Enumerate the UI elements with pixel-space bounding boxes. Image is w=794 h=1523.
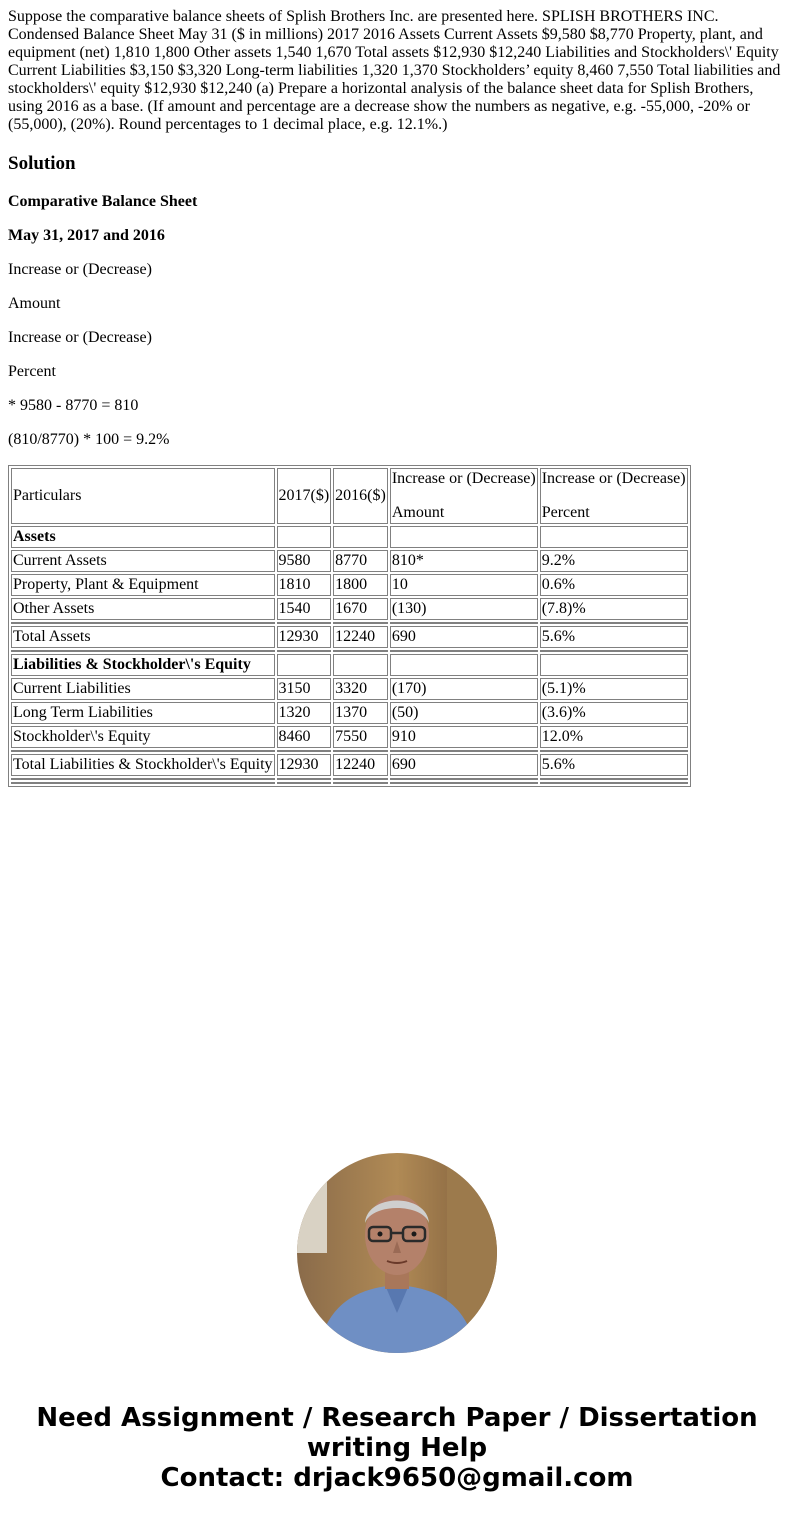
solution-heading: Solution: [8, 153, 76, 174]
table-cell: (3.6)%: [540, 702, 688, 724]
table-cell: 5.6%: [540, 626, 688, 648]
table-cell: [11, 782, 275, 784]
table-cell: [390, 654, 538, 676]
calculation-line: (810/8770) * 100 = 9.2%: [8, 431, 170, 448]
table-cell: 690: [390, 626, 538, 648]
table-cell: [277, 778, 332, 780]
footer-contact: Contact: drjack9650@gmail.com: [160, 1463, 634, 1493]
table-cell: [11, 750, 275, 752]
table-cell: Total Assets: [11, 626, 275, 648]
table-cell: 7550: [333, 726, 388, 748]
table-cell: Other Assets: [11, 598, 275, 620]
spacer-row: [11, 782, 688, 784]
table-cell: [540, 782, 688, 784]
section-row-assets: [11, 526, 688, 548]
table-cell: (5.1)%: [540, 678, 688, 700]
total-liabilities-row: [11, 754, 688, 776]
spacer-row: [11, 778, 688, 780]
table-cell: [277, 782, 332, 784]
table-cell: 12.0%: [540, 726, 688, 748]
total-assets-row: [11, 626, 688, 648]
table-cell: [333, 778, 388, 780]
table-cell: [11, 778, 275, 780]
table-cell: [390, 750, 538, 752]
table-cell: [277, 526, 332, 548]
table-cell: Current Assets: [11, 550, 275, 572]
spacer-row: [11, 750, 688, 752]
table-cell: 1810: [277, 574, 332, 596]
note-line: Percent: [8, 363, 56, 380]
note-line: Increase or (Decrease): [8, 329, 152, 346]
table-cell: [540, 750, 688, 752]
footer-banner: [0, 1403, 794, 1493]
header-percent-line2: Percent: [541, 504, 590, 521]
header-particulars: Particulars: [11, 468, 275, 524]
header-amount-line2: Amount: [391, 504, 445, 521]
note-line: Amount: [8, 295, 61, 312]
table-cell: [390, 778, 538, 780]
table-cell: 10: [390, 574, 538, 596]
section-label: Liabilities & Stockholder\'s Equity: [11, 654, 275, 676]
header-percent: [540, 468, 688, 524]
table-cell: 3320: [333, 678, 388, 700]
table-cell: [540, 622, 688, 624]
table-cell: 12240: [333, 754, 388, 776]
footer-line: writing Help: [306, 1433, 488, 1463]
header-percent-line1: Increase or (Decrease): [541, 470, 686, 487]
table-cell: Current Liabilities: [11, 678, 275, 700]
table-cell: 0.6%: [540, 574, 688, 596]
table-cell: [277, 654, 332, 676]
page-content: [8, 8, 786, 773]
horizontal-analysis-table: [8, 465, 691, 787]
table-cell: Stockholder\'s Equity: [11, 726, 275, 748]
table-cell: Long Term Liabilities: [11, 702, 275, 724]
table-cell: 910: [390, 726, 538, 748]
header-2017: 2017($): [277, 468, 332, 524]
table-cell: [333, 782, 388, 784]
table-row: [11, 726, 688, 748]
calculation-line: * 9580 - 8770 = 810: [8, 397, 139, 414]
question-text: Suppose the comparative balance sheets of Splish Brothers Inc. are presented here. SPLISH BROTHERS INC. Condensed Balance Sheet May 31 ($ in millions) 2017 2016 Assets Current Assets $9,580 $8,770 Property, plant, and equipment (net) 1,810 1,800 Other assets 1,540 1,670 Total assets $12,930 $12,240 Liabilities and Stockholders\' Equity Current Liabilities $3,150 $3,320 Long-term liabilities 1,320 1,370 Stockholders’ equity 8,460 7,550 Total liabilities and stockholders\' equity $12,930 $12,240 (a) Prepare a horizontal analysis of the balance sheet data for Splish Brothers, using 2016 as a base. (If amount and percentage are a decrease show the numbers as negative, e.g. -55,000, -20% or (55,000), (20%). Round percentages to 1 decimal place, e.g. 12.1%.): [8, 8, 781, 133]
table-cell: 3150: [277, 678, 332, 700]
table-cell: 9.2%: [540, 550, 688, 572]
table-cell: [390, 622, 538, 624]
section-row-liabilities: [11, 654, 688, 676]
table-cell: [11, 650, 275, 652]
table-cell: 1320: [277, 702, 332, 724]
table-cell: 1540: [277, 598, 332, 620]
table-row: [11, 574, 688, 596]
table-cell: [333, 650, 388, 652]
table-row: [11, 550, 688, 572]
table-cell: (170): [390, 678, 538, 700]
table-cell: 5.6%: [540, 754, 688, 776]
header-amount: [390, 468, 538, 524]
table-cell: (50): [390, 702, 538, 724]
table-cell: [277, 750, 332, 752]
header-amount-line1: Increase or (Decrease): [391, 470, 536, 487]
table-row: [11, 598, 688, 620]
header-2016: 2016($): [333, 468, 388, 524]
table-cell: [390, 782, 538, 784]
footer-line: Need Assignment / Research Paper / Dissertation: [36, 1403, 758, 1433]
spacer-row: [11, 622, 688, 624]
table-cell: [540, 650, 688, 652]
solution-title: Comparative Balance Sheet: [8, 193, 198, 210]
note-line: Increase or (Decrease): [8, 261, 152, 278]
table-cell: 9580: [277, 550, 332, 572]
table-cell: [11, 622, 275, 624]
solution-date: May 31, 2017 and 2016: [8, 227, 165, 244]
table-cell: 1800: [333, 574, 388, 596]
table-cell: [390, 650, 538, 652]
table-header-row: [11, 468, 688, 524]
table-cell: [333, 654, 388, 676]
table-cell: [540, 778, 688, 780]
table-cell: (130): [390, 598, 538, 620]
section-label: Assets: [11, 526, 275, 548]
table-cell: 12240: [333, 626, 388, 648]
table-cell: [540, 526, 688, 548]
table-cell: [333, 622, 388, 624]
table-cell: 690: [390, 754, 538, 776]
table-cell: 12930: [277, 626, 332, 648]
spacer-row: [11, 650, 688, 652]
table-cell: [277, 622, 332, 624]
author-photo: [297, 1153, 497, 1353]
table-row: [11, 678, 688, 700]
table-cell: [540, 654, 688, 676]
table-cell: 8460: [277, 726, 332, 748]
author-photo-illustration: [297, 1153, 497, 1353]
table-cell: [390, 526, 538, 548]
table-cell: (7.8)%: [540, 598, 688, 620]
table-cell: Property, Plant & Equipment: [11, 574, 275, 596]
table-cell: Total Liabilities & Stockholder\'s Equity: [11, 754, 275, 776]
table-cell: 8770: [333, 550, 388, 572]
table-cell: 12930: [277, 754, 332, 776]
table-row: [11, 702, 688, 724]
table-cell: 1370: [333, 702, 388, 724]
table-cell: [333, 526, 388, 548]
table-cell: [277, 650, 332, 652]
table-cell: 1670: [333, 598, 388, 620]
table-cell: [333, 750, 388, 752]
table-cell: 810*: [390, 550, 538, 572]
